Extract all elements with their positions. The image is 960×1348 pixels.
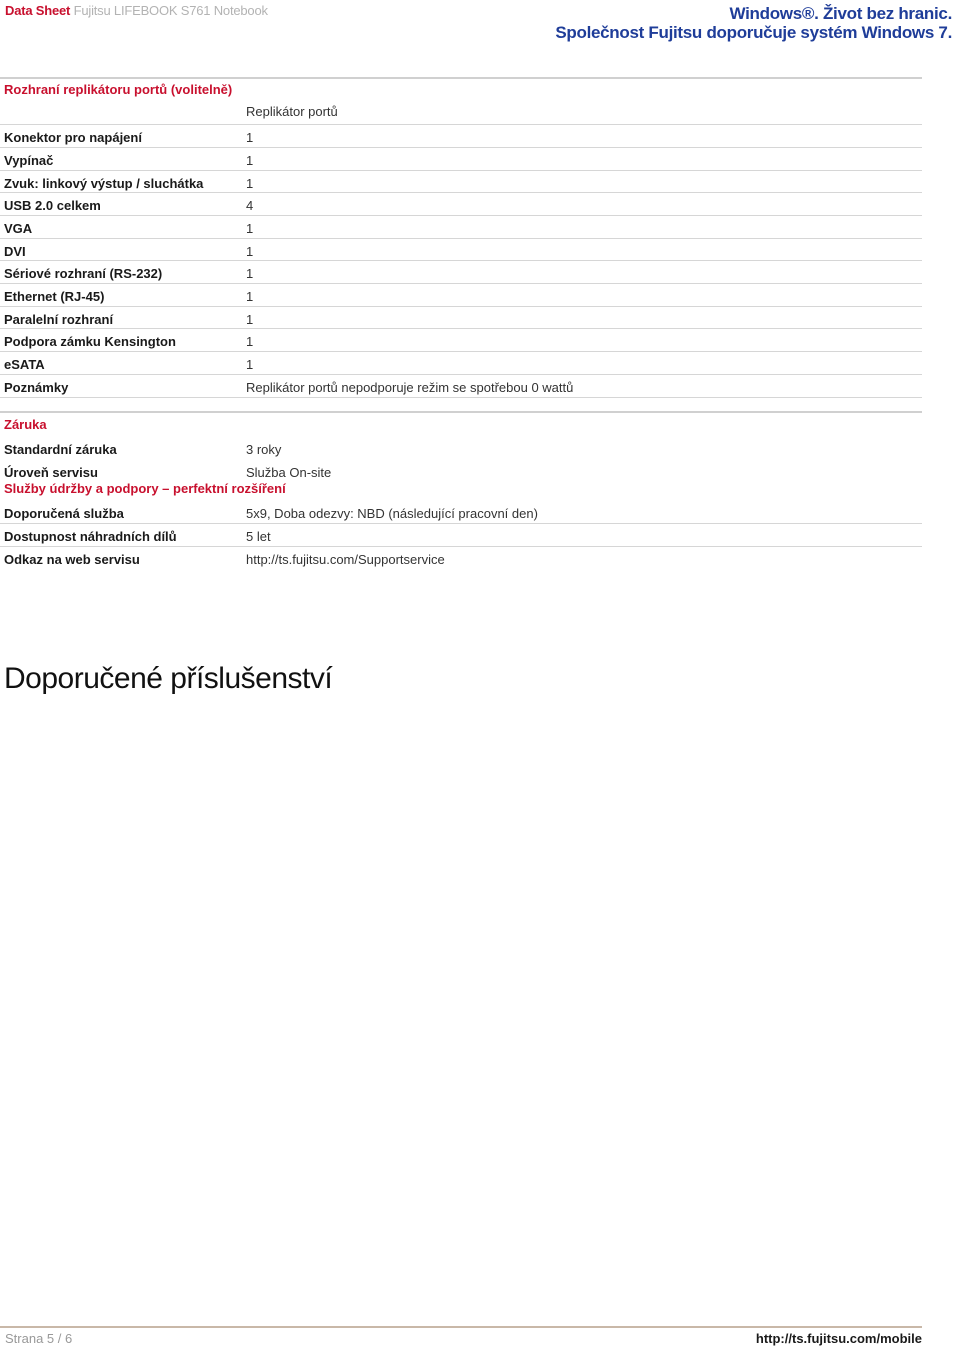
row-value: 1 (246, 130, 254, 145)
table-row (0, 192, 922, 215)
row-value: 1 (246, 312, 254, 327)
table-row (0, 283, 922, 306)
footer-divider (0, 1326, 922, 1328)
row-label: Zvuk: linkový výstup / sluchátka (4, 176, 204, 191)
row-value: 1 (246, 289, 254, 304)
table-row (0, 351, 922, 374)
row-label: DVI (4, 244, 26, 259)
row-value: 1 (246, 176, 254, 191)
accessories-heading: Doporučené příslušenství (4, 662, 333, 695)
table-row (0, 147, 922, 170)
services-title: Služby údržby a podpory – perfektní rozšíření (4, 481, 286, 496)
tagline-line-2: Společnost Fujitsu doporučuje systém Windows 7. (555, 23, 952, 42)
page-number: Strana 5 / 6 (5, 1331, 73, 1346)
table-row (0, 170, 922, 193)
row-label: eSATA (4, 357, 45, 372)
row-label: Vypínač (4, 153, 54, 168)
document-header (5, 3, 268, 18)
port-replicator-title: Rozhraní replikátoru portů (volitelně) (4, 82, 233, 97)
table-row (0, 437, 922, 459)
row-label: Podpora zámku Kensington (4, 334, 176, 349)
row-label: Doporučená služba (4, 506, 124, 521)
table-row (0, 215, 922, 238)
row-label: Odkaz na web servisu (4, 552, 140, 567)
table-row (0, 124, 922, 147)
row-value: 5x9, Doba odezvy: NBD (následující pracovní den) (246, 506, 538, 521)
row-label: Standardní záruka (4, 442, 117, 457)
row-label: Sériové rozhraní (RS-232) (4, 266, 163, 281)
table-row (0, 523, 922, 546)
warranty-title: Záruka (4, 417, 47, 432)
table-row (0, 260, 922, 283)
table-row (0, 306, 922, 329)
row-label: Dostupnost náhradních dílů (4, 529, 177, 544)
row-label: Úroveň servisu (4, 465, 98, 480)
table-row (0, 374, 922, 398)
tagline-line-1: Windows®. Život bez hranic. (729, 4, 952, 23)
row-value: 3 roky (246, 442, 282, 457)
tagline (555, 4, 952, 42)
section-divider (0, 411, 922, 413)
table-row (0, 460, 922, 482)
row-value: Replikátor portů nepodporuje režim se spotřebou 0 wattů (246, 380, 574, 395)
section-divider (0, 77, 922, 79)
row-label: USB 2.0 celkem (4, 198, 101, 213)
row-value: 1 (246, 221, 254, 236)
row-value: 4 (246, 198, 254, 213)
row-value[interactable]: http://ts.fujitsu.com/Supportservice (246, 552, 445, 567)
row-label: Paralelní rozhraní (4, 312, 114, 327)
row-value: 1 (246, 266, 254, 281)
doc-type-label: Data Sheet (5, 3, 71, 18)
row-value: 1 (246, 244, 254, 259)
table-row (0, 328, 922, 351)
row-label: Ethernet (RJ-45) (4, 289, 105, 304)
product-name: Fujitsu LIFEBOOK S761 Notebook (73, 3, 268, 18)
row-value: Služba On-site (246, 465, 332, 480)
row-value: 1 (246, 334, 254, 349)
table-row (0, 238, 922, 261)
footer-link[interactable]: http://ts.fujitsu.com/mobile (755, 1331, 922, 1346)
table-row (0, 501, 922, 523)
table-row (0, 546, 922, 569)
row-value: 5 let (246, 529, 271, 544)
row-value: 1 (246, 357, 254, 372)
row-label: Konektor pro napájení (4, 130, 142, 145)
port-replicator-column-header: Replikátor portů (246, 104, 338, 119)
row-label: VGA (4, 221, 33, 236)
row-label: Poznámky (4, 380, 69, 395)
row-value: 1 (246, 153, 254, 168)
